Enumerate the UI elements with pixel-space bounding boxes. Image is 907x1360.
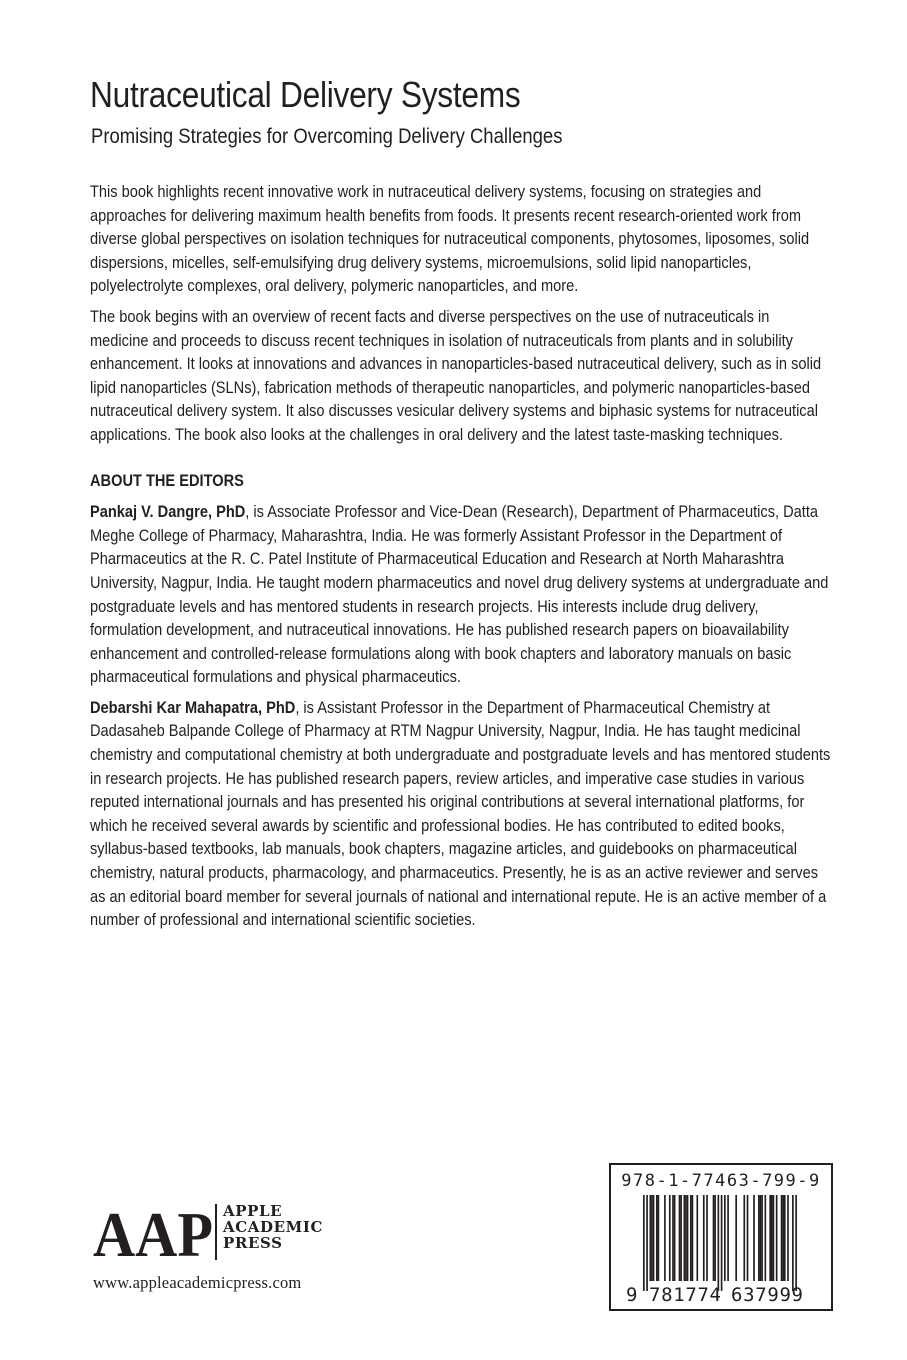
description-paragraph-1: This book highlights recent innovative work in nutraceutical delivery systems, focusing on strategies and approaches for delivering maximum health benefits from foods. It presents recent research-oriented work from diverse global perspectives on isolation techniques for nutraceutical components, phytosomes, liposomes, solid dispersions, micelles, self-emulsifying drug delivery systems, microemulsions, solid lipid nanoparticles, polyelectrolyte complexes, oral delivery, polymeric nanoparticles, and more. xyxy=(90,182,810,296)
barcode-bar xyxy=(747,1195,749,1281)
barcode-bar xyxy=(684,1195,686,1281)
barcode-bar xyxy=(718,1195,720,1291)
description-paragraph-2: The book begins with an overview of recent facts and diverse perspectives on the use of nutraceuticals in medicine and proceeds to discuss recent techniques in isolation of nutraceuticals from plants and in solubility enhancement. It looks at innovations and advances in nanoparticles-based nutraceutical delivery, such as in solid lipid nanoparticles (SLNs), fabrication methods of therapeutic nanoparticles, and polymeric nanoparticles-based nutraceutical delivery system. It also discusses vesicular delivery systems and biphasic systems for nutraceutical applications. The book also looks at the challenges in oral delivery and the latest taste-masking techniques. xyxy=(90,306,822,444)
logo-divider xyxy=(215,1204,217,1260)
barcode-icon xyxy=(625,1195,819,1305)
barcode-bar xyxy=(646,1195,648,1291)
publisher-url[interactable]: www.appleacademicpress.com xyxy=(93,1273,302,1292)
back-cover-text xyxy=(90,180,831,939)
barcode-bar xyxy=(743,1195,745,1281)
barcode-bar xyxy=(771,1195,773,1281)
logo-mark-text: AAP xyxy=(93,1200,213,1264)
barcode-bar xyxy=(696,1195,698,1281)
isbn-number: 978-1-77463-799-9 xyxy=(621,1171,821,1191)
barcode-bar xyxy=(713,1195,715,1281)
barcode-bar xyxy=(724,1195,726,1281)
ean-first-digit: 9 xyxy=(626,1284,638,1305)
barcode-bar xyxy=(792,1195,794,1291)
barcode-bar xyxy=(773,1195,775,1281)
barcode-bar xyxy=(765,1195,767,1281)
barcode-bar xyxy=(643,1195,645,1291)
editor-name-2: Debarshi Kar Mahapatra, PhD xyxy=(90,697,296,717)
barcode-bar xyxy=(758,1195,760,1281)
publisher-name xyxy=(223,1203,323,1251)
barcode-bar xyxy=(687,1195,689,1281)
editor-bio-1 xyxy=(90,500,831,689)
editor-bio-text-1: , is Associate Professor and Vice-Dean (Research), Department of Pharmaceutics, Datta Meghe College of Pharmacy, Maharashtra, India. He was formerly Assistant Professor in the Department of Pharmaceutics at the R. C. Patel Institute of Pharmaceutical Education and Research at North Maharashtra University, Nagpur, India. He taught modern pharmaceutics and novel drug delivery systems at undergraduate and postgraduate levels and has mentored students in research projects. His interests include drug delivery, formulation development, and nutraceutical innovations. He has published research papers on bioavailability enhancement and controlled-release formulations along with book chapters and laboratory manuals on basic pharmaceutical formulations and physical pharmaceutics. xyxy=(90,502,829,687)
barcode-bar xyxy=(787,1195,789,1281)
barcode-bar xyxy=(658,1195,660,1281)
barcode-bar xyxy=(714,1195,716,1281)
editor-bio-text-2: , is Assistant Professor in the Department of Pharmaceutical Chemistry at Dadasaheb Balpande College of Pharmacy at RTM Nagpur University, Nagpur, India. He has taught medicinal chemistry and computational chemistry at both undergraduate and postgraduate levels and has mentored students in research projects. He has published research papers, review articles, and imperative case studies in various reputed international journals and has presented his original contributions at several international platforms, for which he received several awards by scientific and professional bodies. He has contributed to edited books, syllabus-based textbooks, lab manuals, book chapters, magazine articles, and guidebooks on pharmaceutical chemistry, natural products, pharmacology, and pharmaceutics. Presently, he is as an active reviewer and serves as an editorial board member for several journals of national and international repute. He is an active member of a number of professional and international scientific societies. xyxy=(90,697,831,930)
barcode-bar xyxy=(781,1195,783,1281)
editor-name-1: Pankaj V. Dangre, PhD xyxy=(90,502,246,522)
isbn-barcode xyxy=(609,1163,833,1311)
barcode-bar xyxy=(769,1195,771,1281)
publisher-name-line-1: APPLE xyxy=(223,1202,283,1220)
barcode-bar xyxy=(784,1195,786,1281)
barcode-bar xyxy=(674,1195,676,1281)
barcode-bar xyxy=(753,1195,755,1281)
barcode-bar xyxy=(782,1195,784,1281)
barcode-bar xyxy=(680,1195,682,1281)
barcode-bar xyxy=(735,1195,737,1281)
barcode-bar xyxy=(664,1195,666,1281)
barcode-bar xyxy=(649,1195,651,1281)
barcode-bar xyxy=(669,1195,671,1281)
about-editors-heading: ABOUT THE EDITORS xyxy=(90,470,244,490)
barcode-bar xyxy=(727,1195,729,1281)
book-title: Nutraceutical Delivery Systems xyxy=(90,74,521,115)
barcode-bar xyxy=(795,1195,797,1291)
barcode-bar xyxy=(679,1195,681,1281)
ean-left-digits: 781774 xyxy=(649,1284,721,1305)
ean-right-digits: 637999 xyxy=(731,1284,803,1305)
barcode-bar xyxy=(656,1195,658,1281)
publisher-name-line-2: ACADEMIC xyxy=(223,1218,324,1236)
barcode-bar xyxy=(672,1195,674,1281)
editor-bio-2 xyxy=(90,696,831,932)
barcode-bar xyxy=(776,1195,778,1281)
publisher-logo xyxy=(93,1200,333,1300)
barcode-bar xyxy=(706,1195,708,1281)
barcode-bar xyxy=(703,1195,705,1281)
barcode-bar xyxy=(761,1195,763,1281)
book-subtitle: Promising Strategies for Overcoming Delivery Challenges xyxy=(91,125,563,148)
barcode-bar xyxy=(653,1195,655,1281)
barcode-bar xyxy=(692,1195,694,1281)
barcode-bar xyxy=(690,1195,692,1281)
barcode-bar xyxy=(760,1195,762,1281)
barcode-bar xyxy=(685,1195,687,1281)
publisher-name-line-3: PRESS xyxy=(223,1234,283,1252)
barcode-bar xyxy=(721,1195,723,1291)
barcode-bar xyxy=(651,1195,653,1281)
aap-logo-mark-icon xyxy=(93,1200,213,1264)
